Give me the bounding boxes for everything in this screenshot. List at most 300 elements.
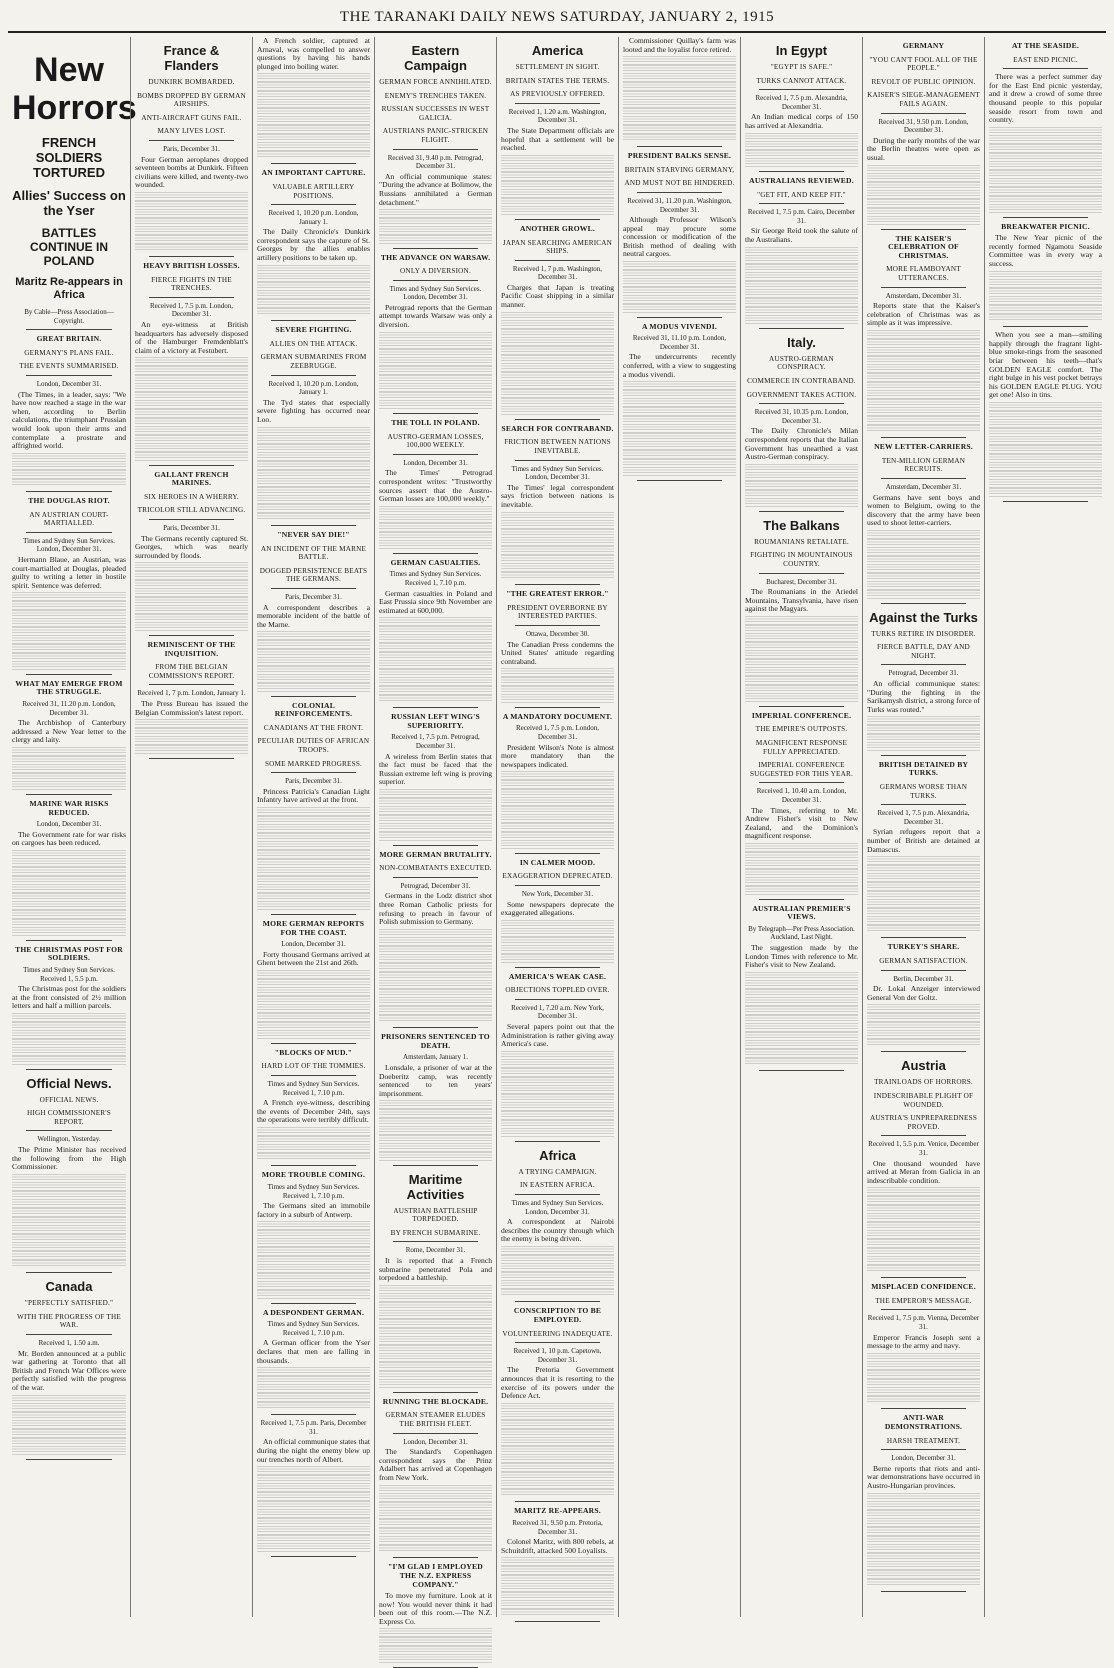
text-lines (867, 1353, 980, 1362)
text-lines (257, 970, 370, 979)
article-heading: THE TOLL IN POLAND. (391, 418, 480, 427)
article (257, 1171, 370, 1303)
divider (515, 885, 600, 886)
text-lines (989, 161, 1102, 170)
text-lines (867, 1536, 980, 1545)
subheading: ENEMY'S TRENCHES TAKEN. (384, 91, 487, 100)
text-lines (257, 1256, 370, 1265)
article-heading: COLONIAL REINFORCEMENTS. (274, 700, 353, 719)
text-lines (867, 725, 980, 734)
text-lines (623, 91, 736, 100)
divider (26, 1069, 112, 1070)
text-lines (745, 633, 858, 642)
text-lines (379, 643, 492, 652)
text-lines (257, 1475, 370, 1484)
text-lines (135, 597, 248, 606)
text-lines (745, 490, 858, 499)
article-text: A German officer from the Yser declares that men are falling in thousands. (257, 1338, 370, 1365)
subheading: ALLIES ON THE ATTACK. (269, 339, 358, 348)
divider (149, 256, 234, 257)
article-heading: THE CHRISTMAS POST FOR SOLDIERS. (15, 944, 123, 963)
dateline: Petrograd, December 31. (400, 881, 471, 890)
text-lines (501, 355, 614, 364)
text-lines (867, 1387, 980, 1396)
divider (759, 706, 844, 707)
article-text: The Christmas post for the soldiers at the front consisted of 2½ million letters and half a million parcels. (12, 984, 126, 1011)
text-lines (867, 1501, 980, 1510)
divider (759, 89, 844, 90)
divider (149, 635, 234, 636)
text-lines (501, 546, 614, 555)
divider (26, 532, 112, 533)
dateline: London, December 31. (403, 1437, 468, 1446)
text-lines (745, 1058, 858, 1067)
divider (759, 511, 844, 512)
text-lines (623, 416, 736, 425)
text-lines (379, 1502, 492, 1511)
article-heading: PRISONERS SENTENCED TO DEATH. (381, 1032, 490, 1050)
article (989, 42, 1102, 218)
dateline: Received 1, 10 p.m. Capetown, December 31. (513, 1347, 602, 1364)
text-lines (379, 806, 492, 815)
divider (271, 1303, 356, 1304)
text-lines (379, 954, 492, 963)
text-lines (135, 357, 248, 366)
article (257, 37, 370, 164)
article-heading: CONSCRIPTION TO BE EMPLOYED. (513, 1306, 602, 1325)
text-lines (501, 529, 614, 538)
text-lines (623, 134, 736, 143)
text-lines (867, 916, 980, 925)
article-text: Germans in the Lodz district shot three Roman Catholic priests for refusing to preach in favour of Polish submission to Germany. (379, 891, 492, 927)
text-lines (501, 1068, 614, 1077)
text-lines (745, 659, 858, 668)
text-lines (12, 1260, 126, 1269)
dateline: New York, December 31. (521, 889, 594, 898)
headline-french-soldiers: FRENCH SOLDIERS TORTURED (33, 135, 105, 180)
text-lines (501, 1437, 614, 1446)
subheading: REVOLT OF PUBLIC OPINION. (871, 77, 976, 86)
article-text: (The Times, in a leader, says: "We have now reached a stage in the war when, according to Berlin calculations, the triumphant Prussian would look upon their arms and contemplate a prostrate and affrighted world. (12, 389, 126, 451)
text-lines (501, 1583, 614, 1592)
text-lines (379, 815, 492, 824)
article-text: The Times' legal correspondent says friction between nations is inevitable. (501, 482, 614, 509)
article-heading: WHAT MAY EMERGE FROM THE STRUGGLE. (15, 678, 123, 697)
divider (515, 999, 600, 1000)
text-lines (623, 441, 736, 450)
divider (393, 877, 478, 878)
divider (881, 287, 966, 288)
text-lines (501, 1263, 614, 1272)
article-heading: HEAVY BRITISH LOSSES. (143, 261, 240, 271)
text-lines (623, 108, 736, 117)
text-lines (135, 588, 248, 597)
text-lines (257, 91, 370, 100)
text-lines (623, 295, 736, 304)
text-lines (501, 1051, 614, 1060)
text-lines (257, 807, 370, 816)
subheading: HARD LOT OF THE TOMMIES. (261, 1062, 366, 1071)
text-lines (257, 1290, 370, 1299)
text-lines (745, 298, 858, 307)
text-lines (989, 178, 1102, 187)
article (379, 559, 492, 709)
text-lines (257, 1492, 370, 1501)
text-lines (379, 1135, 492, 1144)
subheading: GERMAN STEAMER ELUDES THE BRITISH FLEET. (385, 1411, 486, 1428)
article (379, 419, 492, 554)
text-lines (12, 1199, 126, 1208)
text-lines (379, 1285, 492, 1294)
text-lines (135, 443, 248, 452)
column-9 (984, 37, 1106, 1617)
text-lines (989, 462, 1102, 471)
text-lines (623, 450, 736, 459)
divider (637, 192, 722, 193)
text-lines (501, 797, 614, 806)
article (257, 702, 370, 915)
article (12, 497, 126, 675)
text-lines (257, 640, 370, 649)
text-lines (257, 265, 370, 274)
text-lines (867, 1561, 980, 1570)
text-lines (135, 366, 248, 375)
text-lines (867, 1039, 980, 1048)
text-lines (12, 461, 126, 470)
article-text: The Daily Chronicle's Dunkirk correspondent says the capture of St. Georges by the allies enables artillery positions to be taken up. (257, 227, 370, 263)
text-lines (257, 631, 370, 640)
text-lines (989, 454, 1102, 463)
text-lines (12, 1174, 126, 1183)
divider (637, 146, 722, 147)
text-lines (257, 1281, 370, 1290)
divider (393, 1027, 478, 1028)
text-lines (745, 272, 858, 281)
text-lines (12, 1446, 126, 1455)
article-text: Reports state that the Kaiser's celebration of Christmas was as simple as it was impressive. (867, 301, 980, 328)
article (745, 905, 858, 1072)
text-lines (867, 1196, 980, 1205)
divider (271, 696, 356, 697)
text-lines (257, 134, 370, 143)
text-lines (257, 1501, 370, 1510)
article-text: Colonel Maritz, with 800 rebels, at Schuitdrift, attacked 500 Loyalists. (501, 1537, 614, 1555)
text-lines (12, 627, 126, 636)
subheading: SOME MARKED PROGRESS. (264, 759, 363, 768)
text-lines (257, 859, 370, 868)
article (623, 152, 736, 318)
article (12, 1076, 126, 1274)
text-lines (623, 99, 736, 108)
article (135, 262, 248, 465)
text-lines (867, 1361, 980, 1370)
article-heading: In Egypt (775, 43, 828, 58)
headline-battles-poland: BATTLES CONTINUE IN POLAND (30, 226, 108, 268)
text-lines (12, 1013, 126, 1022)
text-lines (12, 1217, 126, 1226)
subheading: "YOU CAN'T FOOL ALL OF THE PEOPLE." (869, 55, 978, 73)
text-lines (501, 1454, 614, 1463)
text-lines (623, 125, 736, 134)
column-3 (252, 37, 374, 1617)
divider (515, 219, 600, 220)
dateline: By Telegraph—Per Press Association. Auckland, Last Night. (748, 924, 855, 942)
article-heading: AUSTRALIAN PREMIER'S VIEWS. (752, 903, 851, 922)
dateline: Times and Sydney Sun Services. London, December 31. (23, 536, 115, 554)
text-lines (623, 424, 736, 433)
text-lines (257, 1393, 370, 1402)
article-text: A correspondent at Nairobi describes the country through which the enemy is being driven. (501, 1217, 614, 1244)
text-lines (379, 1345, 492, 1354)
text-lines (867, 1004, 980, 1013)
text-lines (257, 1030, 370, 1039)
text-lines (867, 356, 980, 365)
divider (26, 329, 112, 330)
subheading: "PERFECTLY SATISFIED." (24, 1299, 114, 1308)
article-heading: "NEVER SAY DIE!" (277, 530, 350, 540)
text-lines (867, 865, 980, 874)
article-heading: NEW LETTER-CARRIERS. (874, 442, 973, 452)
article (745, 335, 858, 512)
text-lines (501, 512, 614, 521)
text-lines (867, 190, 980, 199)
text-lines (12, 858, 126, 867)
dateline: Amsterdam, December 31. (885, 482, 962, 491)
text-lines (135, 562, 248, 571)
text-lines (257, 893, 370, 902)
subheading: MORE FLAMBOYANT UTTERANCES. (886, 265, 961, 283)
article-heading: A MODUS VIVENDI. (642, 321, 717, 331)
text-lines (745, 852, 858, 861)
divider (26, 794, 112, 795)
text-lines (501, 389, 614, 398)
text-lines (501, 920, 614, 929)
article (257, 1309, 370, 1416)
text-lines (745, 255, 858, 264)
article-text: It is reported that a French submarine penetrated Pola and torpedoed a battleship. (379, 1255, 492, 1283)
text-lines (867, 1205, 980, 1214)
text-lines (745, 843, 858, 852)
text-lines (257, 1264, 370, 1273)
text-lines (12, 1047, 126, 1056)
text-lines (12, 1420, 126, 1429)
article-text: To move my furniture. Look at it now! You would never think it had been out of this room.—The N.Z. Express Co. (379, 1591, 492, 1626)
dateline: Received 1, 10.40 a.m. London, December 31. (756, 787, 847, 804)
divider (1003, 501, 1088, 502)
text-lines (257, 1367, 370, 1376)
text-lines (379, 1126, 492, 1135)
article (379, 851, 492, 1029)
article-heading: BRITISH DETAINED BY TURKS. (878, 759, 969, 778)
subheading: MAGNIFICENT RESPONSE FULLY APPRECIATED. (755, 739, 848, 756)
text-lines (12, 601, 126, 610)
text-lines (257, 850, 370, 859)
divider (759, 403, 844, 404)
subheading: GERMANS WORSE THAN TURKS. (879, 782, 968, 800)
text-lines (257, 290, 370, 299)
subheading: CANADIANS AT THE FRONT. (263, 723, 364, 732)
text-lines (867, 1187, 980, 1196)
subheading: GERMAN SATISFACTION. (879, 957, 968, 966)
text-lines (135, 201, 248, 210)
article-text: The suggestion made by the London Times with reference to Mr. Fisher's visit to New Zealand. (745, 942, 858, 970)
article-text: Commissioner Quillay's farm was looted and the loyalist force retired. (623, 36, 736, 54)
text-lines (501, 1094, 614, 1103)
column-5 (496, 37, 618, 1617)
text-lines (867, 1579, 980, 1588)
divider (881, 937, 966, 938)
text-lines (989, 288, 1102, 297)
text-lines (867, 330, 980, 339)
headline-allies-success: Allies' Success on the Yser (12, 188, 126, 218)
divider (393, 845, 478, 846)
text-lines (989, 144, 1102, 153)
subheading: IN EASTERN AFRICA. (520, 1181, 595, 1190)
article-heading: THE DOUGLAS RIOT. (28, 496, 110, 506)
text-lines (257, 1466, 370, 1475)
text-lines (135, 622, 248, 631)
subheading: PECULIAR DUTIES OF AFRICAN TROOPS. (257, 737, 370, 754)
article (867, 1414, 980, 1592)
text-lines (379, 1485, 492, 1494)
article-heading: THE KAISER'S CELEBRATION OF CHRISTMAS. (888, 233, 959, 260)
text-lines (867, 165, 980, 174)
subheading: THE EVENTS SUMMARISED. (19, 362, 119, 371)
divider (881, 970, 966, 971)
text-lines (135, 244, 248, 253)
text-lines (379, 1379, 492, 1388)
subheading: EAST END PICNIC. (1013, 55, 1078, 64)
article (379, 254, 492, 415)
text-lines (257, 108, 370, 117)
dateline: Received 1, 7.20 a.m. New York, December 31. (511, 1003, 604, 1021)
text-lines (623, 73, 736, 82)
divider (515, 707, 600, 708)
text-lines (135, 719, 248, 728)
text-lines (379, 235, 492, 244)
divider (393, 1433, 478, 1434)
text-lines (379, 532, 492, 541)
dateline: Times and Sydney Sun Services. Received 1, 5.5 p.m. (23, 966, 115, 983)
article-text: Hermann Blaue, an Austrian, was court-martialled at Douglas, pleaded guilty to writing a letter in hostile spirit. Sentence was deferred. (12, 555, 126, 590)
divider (271, 588, 356, 589)
article-heading: Official News. (26, 1075, 112, 1091)
text-lines (257, 435, 370, 444)
article-text: The Pretoria Government announces that it is resorting to the exercise of its powers under the Defence Act. (501, 1365, 614, 1401)
text-lines (501, 806, 614, 815)
text-lines (135, 235, 248, 244)
article-heading: Austria (901, 1058, 946, 1074)
text-lines (745, 264, 858, 273)
article-heading: The Balkans (763, 517, 840, 533)
article-heading: "THE GREATEST ERROR." (506, 589, 609, 599)
text-lines (379, 1293, 492, 1302)
text-lines (379, 392, 492, 401)
article-heading: IN CALMER MOOD. (519, 857, 596, 867)
text-lines (501, 172, 614, 181)
text-lines (12, 1039, 126, 1048)
text-lines (257, 833, 370, 842)
subheading: AUSTRO-GERMAN LOSSES, 100,000 WEEKLY. (387, 432, 484, 450)
text-lines (867, 208, 980, 217)
text-lines (257, 1509, 370, 1518)
article-text: There was a perfect summer day for the East End picnic yesterday, and it drew a crowd of some three thousand people to this popular seaside resort from town and country. (989, 72, 1102, 125)
divider (881, 1408, 966, 1409)
subheading: GERMAN FORCE ANNIHILATED. (379, 78, 492, 86)
dateline: London, December 31. (891, 1454, 956, 1463)
divider (881, 437, 966, 438)
dateline: Times and Sydney Sun Services. Received 1, 7.10 p.m. (267, 1079, 360, 1097)
text-lines (501, 380, 614, 389)
divider (759, 328, 844, 329)
divider (271, 1043, 356, 1044)
text-lines (379, 1006, 492, 1015)
article (989, 223, 1102, 328)
text-lines (135, 580, 248, 589)
text-lines (867, 873, 980, 882)
subheading: FIERCE FIGHTS IN THE TRENCHES. (151, 275, 232, 293)
text-lines (379, 686, 492, 695)
text-lines (379, 626, 492, 635)
dateline: Received 1, 7.5 p.m. Petrograd, December 31. (391, 733, 480, 750)
text-lines (257, 299, 370, 308)
article-text: Mr. Borden announced at a public war gathering at Toronto that all British and French War Offices were perfectly satisfied with the progress of the war. (12, 1348, 126, 1392)
text-lines (12, 901, 126, 910)
text-lines (257, 657, 370, 666)
text-lines (745, 642, 858, 651)
subheading: NON-COMBATANTS EXECUTED. (379, 864, 492, 873)
text-lines (501, 954, 614, 963)
article (379, 1398, 492, 1559)
subheading: AUSTRIA'S UNPREPAREDNESS PROVED. (869, 1114, 978, 1131)
article-heading: MORE TROUBLE COMING. (261, 1170, 366, 1180)
article-heading: America (531, 43, 584, 58)
article-heading: MARITZ RE-APPEARS. (514, 1506, 601, 1516)
article (135, 471, 248, 637)
dateline: Times and Sydney Sun Services. Received 1, 7.10 p.m. (267, 1320, 360, 1337)
subheading: FIERCE BATTLE, DAY AND NIGHT. (877, 643, 970, 660)
subheading: PRESIDENT OVERBORNE BY INTERESTED PARTIES. (507, 603, 608, 621)
subheading: WITH THE PROGRESS OF THE WAR. (17, 1312, 121, 1330)
text-lines (501, 520, 614, 529)
divider (26, 674, 112, 675)
text-lines (867, 425, 980, 434)
text-lines (379, 400, 492, 409)
article (501, 1307, 614, 1502)
divider (881, 664, 966, 665)
article-text: A French soldier, captured at Arnaval, was compelled to answer questions by having his hands plunged into boiling water. (257, 36, 370, 71)
divider (515, 853, 600, 854)
text-lines (12, 661, 126, 670)
subheading: BY FRENCH SUBMARINE. (390, 1228, 481, 1237)
dateline: Received 1, 7 p.m. London, January 1. (137, 689, 246, 698)
article-text: The Government rate for war risks on cargoes has been reduced. (12, 829, 126, 848)
text-lines (135, 426, 248, 435)
text-lines (623, 433, 736, 442)
text-lines (867, 364, 980, 373)
text-lines (867, 1222, 980, 1231)
text-lines (379, 669, 492, 678)
text-lines (867, 1396, 980, 1405)
article-heading: AUSTRALIANS REVIEWED. (749, 175, 854, 185)
subheading: BRITAIN STATES THE TERMS. (505, 76, 610, 85)
dateline: Received 31, 9.50 p.m. Pretoria, December 31. (512, 1518, 603, 1536)
text-lines (745, 1006, 858, 1015)
text-lines (745, 1015, 858, 1024)
text-lines (745, 667, 858, 676)
dateline: Times and Sydney Sun Services. London, December 31. (511, 1198, 604, 1216)
text-lines (379, 832, 492, 841)
